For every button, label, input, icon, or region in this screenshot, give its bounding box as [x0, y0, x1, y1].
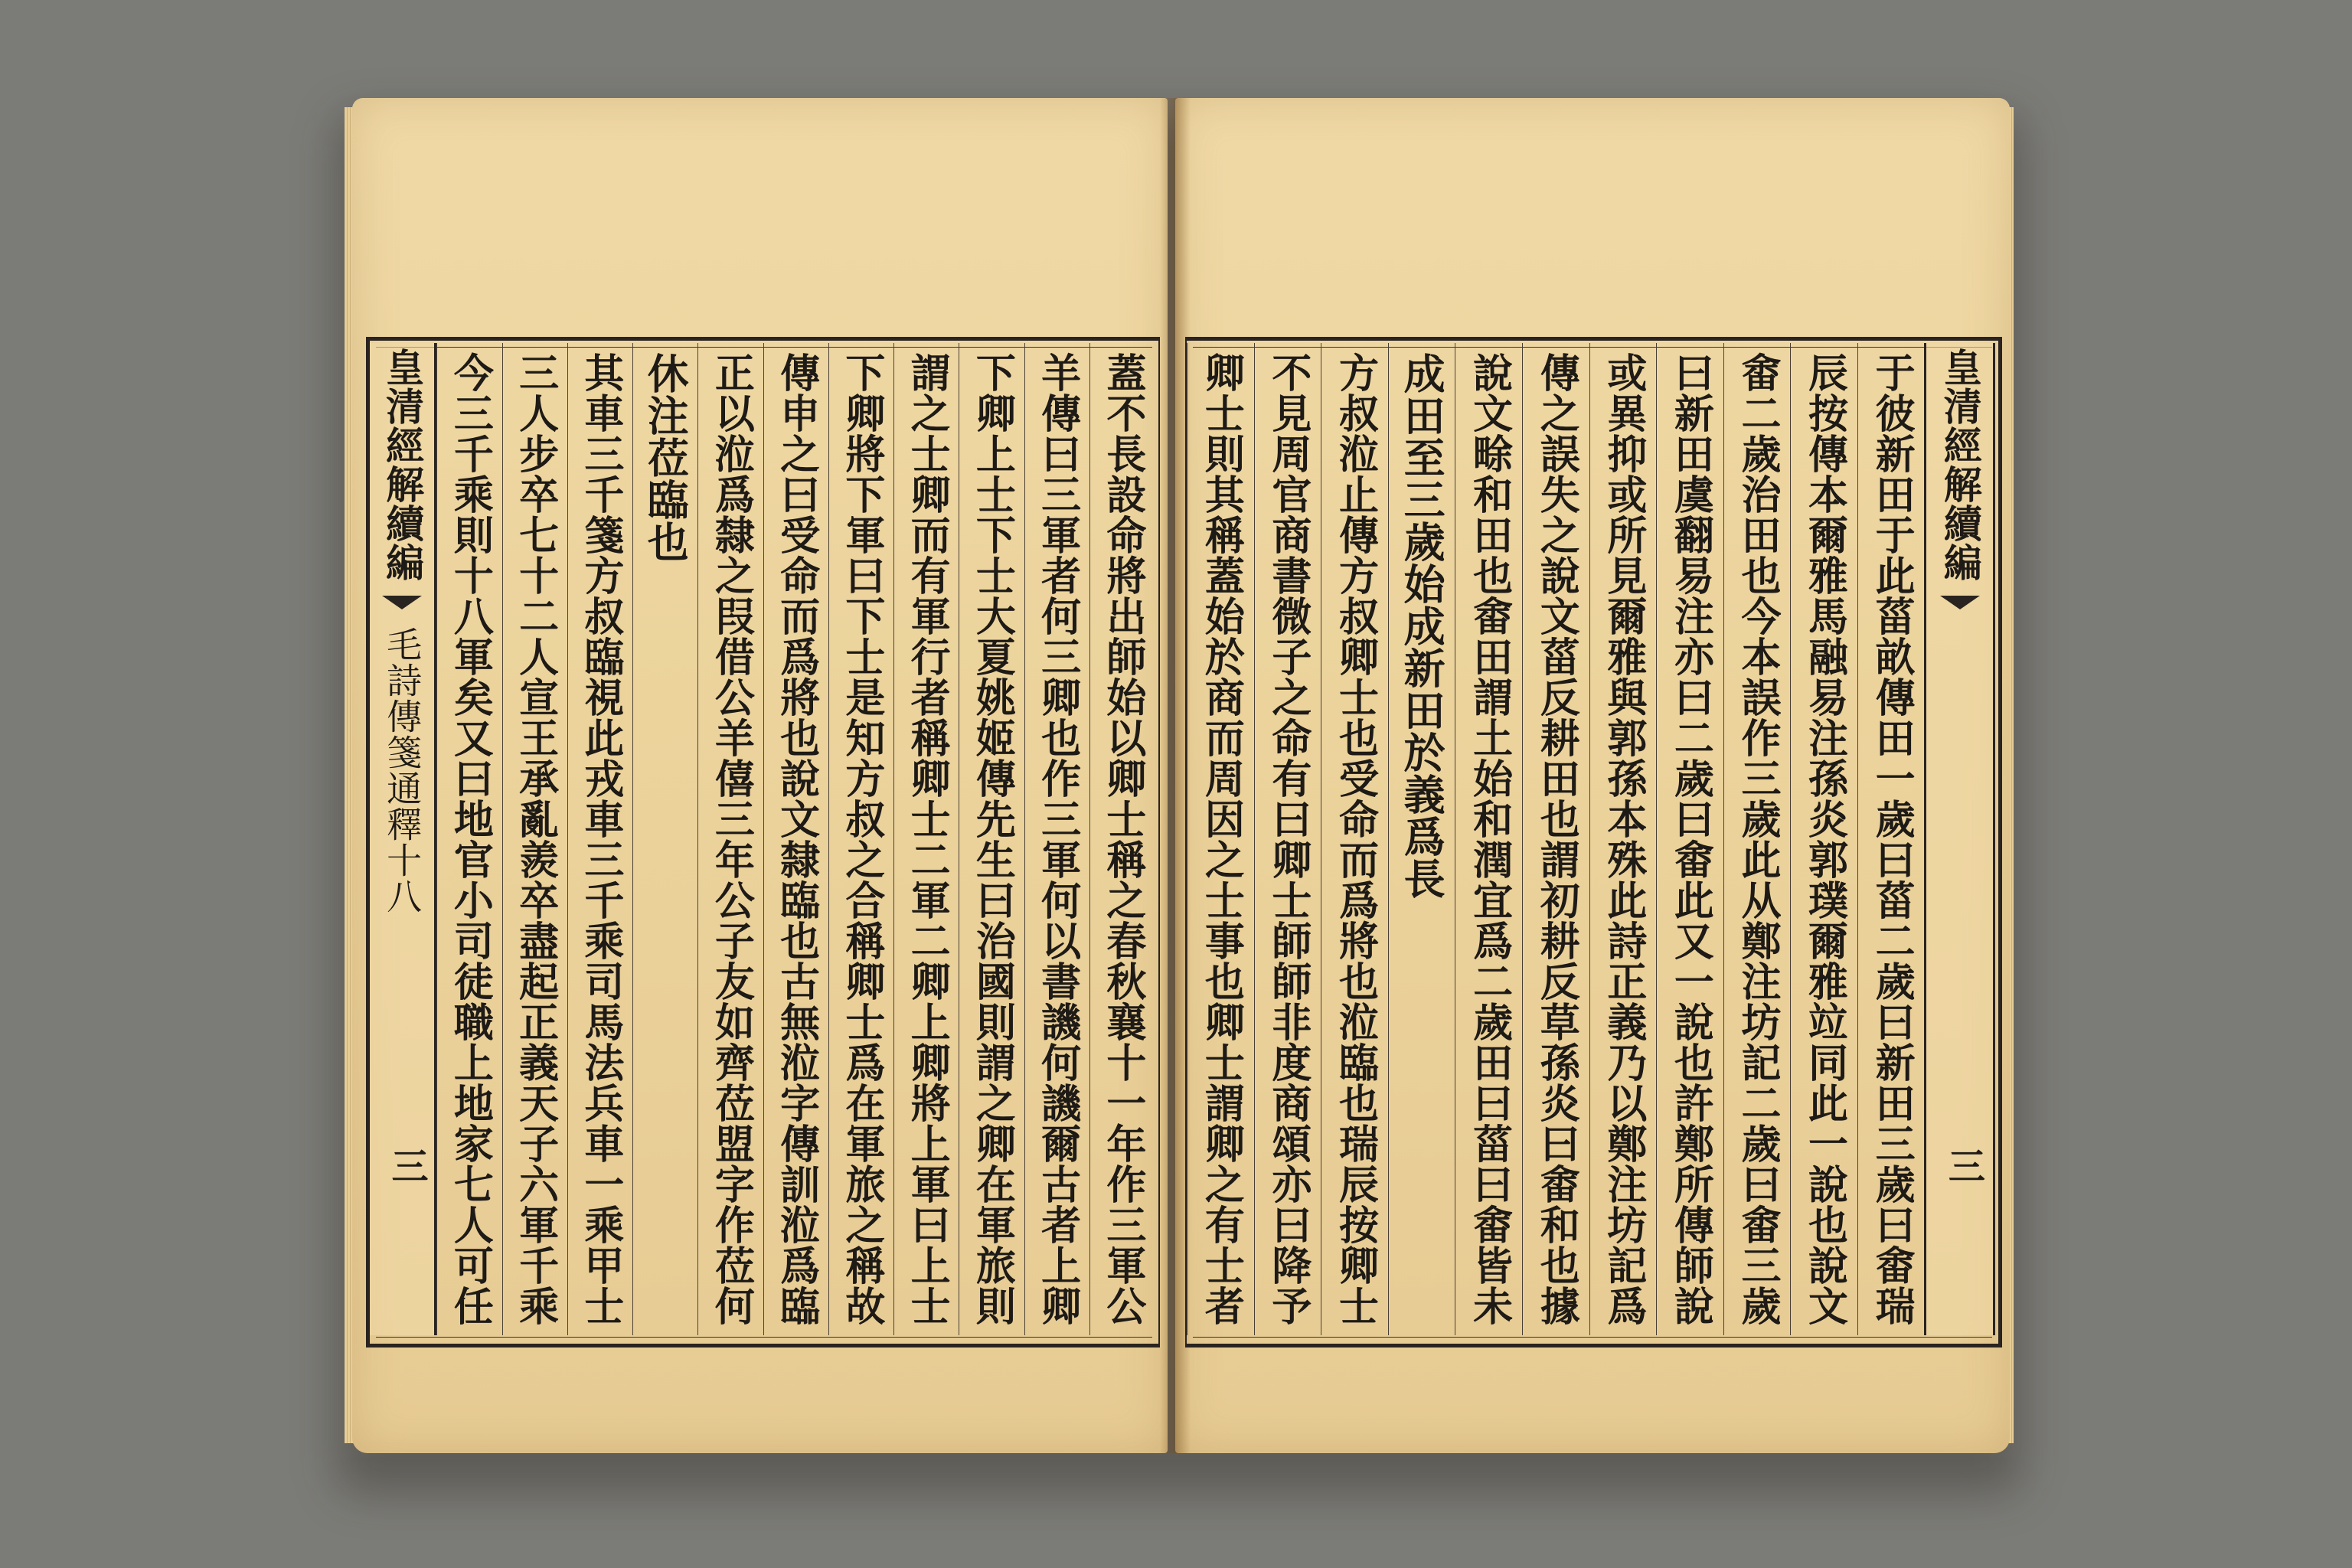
text-column: 不見周官商書微子之命有曰卿士師師非度商頌亦曰降予 [1254, 343, 1321, 1335]
text-column: 曰新田虞翻易注亦曰二歲曰畬此又一說也許鄭所傳師說 [1656, 343, 1723, 1335]
text-column: 傳之誤失之說文菑反耕田也謂初耕反草孫炎曰畬和也據 [1522, 343, 1589, 1335]
text-column: 其車三千箋方叔臨視此戎車三千乘司馬法兵車一乘甲士 [567, 343, 632, 1335]
text-column: 傳申之曰受命而爲將也說文隸臨也古無涖字傳訓涖爲臨 [763, 343, 828, 1335]
text-column: 畬二歲治田也今本誤作三歲此从鄭注坊記二歲曰畬三歲 [1723, 343, 1791, 1335]
text-column: 謂之士卿而有軍行者稱卿士二軍二卿上卿將上軍曰上士 [893, 343, 959, 1335]
text-column: 方叔涖止傳方叔卿士也受命而爲將也涖臨也瑞辰按卿士 [1321, 343, 1388, 1335]
text-column: 卿士則其稱蓋始於商而周因之士事也卿士謂卿之有士者 [1187, 343, 1254, 1335]
text-column: 成田至三歲始成新田於義爲長 [1388, 343, 1455, 1335]
text-column: 下卿上士下士大夏姚姬傳先生曰治國則謂之卿在軍旅則 [959, 343, 1024, 1335]
text-column: 羊傳曰三軍者何三卿也作三軍何以書譏何譏爾古者上卿 [1024, 343, 1089, 1335]
banner-title: 皇清經解續編 [1937, 348, 1983, 582]
right-page-text [1187, 343, 1995, 1335]
text-column: 于彼新田于此菑畝傳田一歲曰菑二歲曰新田三歲曰畬瑞 [1857, 343, 1925, 1335]
leaf-number: 三 [385, 1147, 428, 1184]
text-column: 今三千乘則十八軍矣又曰地官小司徒職上地家七人可任 [436, 343, 501, 1335]
page-banner-column [368, 343, 436, 1335]
text-column: 或異抑或所見爾雅與郭孫本殊此詩正義乃以鄭注坊記爲 [1589, 343, 1657, 1335]
text-column: 蓋不長設命將出師始以卿士稱之春秋襄十一年作三軍公 [1089, 343, 1155, 1335]
text-column: 三人步卒七十二人宣王承亂羨卒盡起正義天子六軍千乘 [502, 343, 567, 1335]
fish-tail-mark-icon [1940, 596, 1980, 609]
text-column: 說文畭和田也畬田謂土始和潤宜爲二歲田曰菑曰畬皆未 [1455, 343, 1522, 1335]
text-column: 休注莅臨也 [632, 343, 697, 1335]
banner-subtitle: 毛詩傳箋通釋十八 [381, 626, 423, 914]
text-column: 正以涖爲隸之叚借公羊僖三年公子友如齊莅盟字作莅何 [697, 343, 763, 1335]
left-page-text [368, 343, 1155, 1335]
banner-title: 皇清經解續編 [380, 348, 426, 582]
text-column: 辰按傳本爾雅馬融易注孫炎郭璞爾雅竝同此一說也說文 [1790, 343, 1857, 1335]
leaf-number: 三 [1942, 1147, 1985, 1184]
fish-tail-mark-icon [382, 596, 422, 609]
text-column: 下卿將下軍曰下士是知方叔之合稱卿士爲在軍旅之稱故 [828, 343, 893, 1335]
page-banner-column [1924, 343, 1995, 1335]
